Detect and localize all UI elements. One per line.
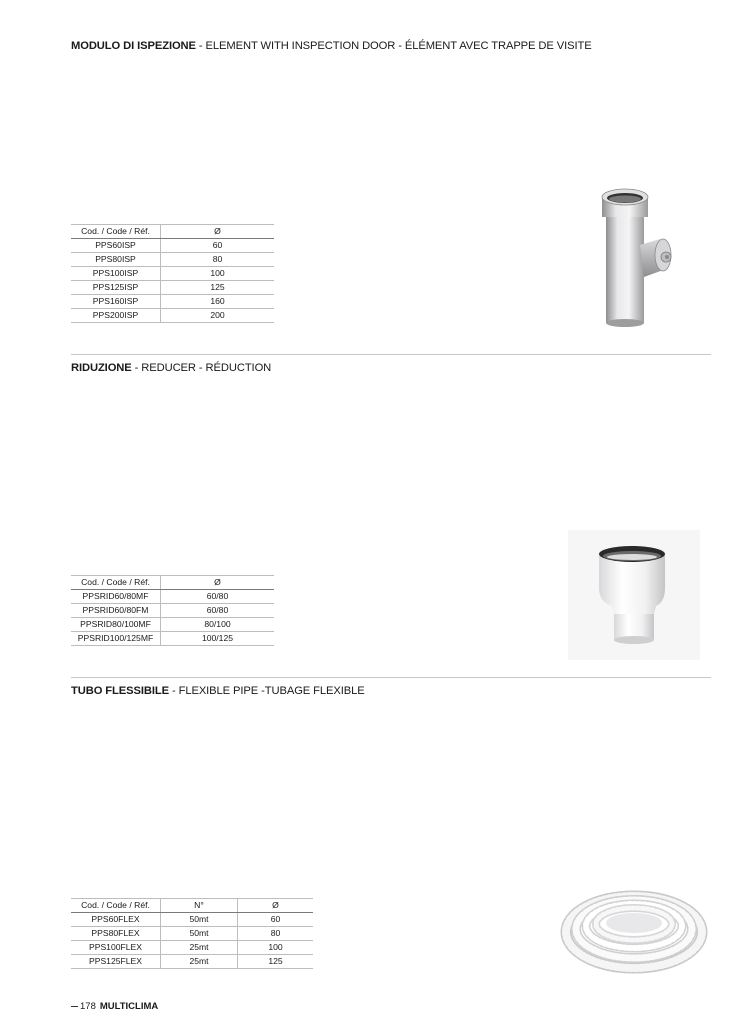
table-row	[71, 618, 274, 632]
table-row	[71, 955, 313, 969]
cell-code: PPS100FLEX	[71, 941, 161, 955]
column-header-length: N°	[161, 899, 238, 913]
section-title-bold: RIDUZIONE	[71, 362, 132, 374]
footer-brand: MULTICLIMA	[99, 1001, 159, 1012]
table-row	[71, 239, 274, 253]
section-title-rest: - REDUCER - RÉDUCTION	[131, 362, 272, 374]
cell-code: PPS60ISP	[71, 239, 161, 253]
column-header-diameter: Ø	[161, 576, 275, 590]
column-header-code: Cod. / Code / Réf.	[71, 899, 161, 913]
column-header-diameter: Ø	[238, 899, 314, 913]
column-header-code: Cod. / Code / Réf.	[71, 576, 161, 590]
cell-code: PPS125FLEX	[71, 955, 161, 969]
cell-diameter: 60	[238, 913, 314, 927]
column-header-code: Cod. / Code / Réf.	[71, 225, 161, 239]
section-title-rest: - ELEMENT WITH INSPECTION DOOR - ÉLÉMENT AVEC TRAPPE DE VISITE	[195, 40, 592, 52]
table-row	[71, 604, 274, 618]
section-divider	[71, 354, 711, 355]
cell-diameter: 100	[238, 941, 314, 955]
cell-code: PPSRID60/80MF	[71, 590, 161, 604]
table-row	[71, 253, 274, 267]
cell-code: PPS80ISP	[71, 253, 161, 267]
table-header-row	[71, 899, 313, 913]
cell-code: PPS60FLEX	[71, 913, 161, 927]
table-row	[71, 309, 274, 323]
cell-length: 50mt	[161, 927, 238, 941]
cell-diameter: 200	[161, 309, 275, 323]
table-row	[71, 927, 313, 941]
cell-code: PPSRID80/100MF	[71, 618, 161, 632]
section-divider	[71, 677, 711, 678]
cell-code: PPS125ISP	[71, 281, 161, 295]
table-row	[71, 281, 274, 295]
cell-diameter: 60	[161, 239, 275, 253]
cell-diameter: 60/80	[161, 604, 275, 618]
flexible-pipe-coil-image	[560, 882, 708, 976]
section-title-bold: MODULO DI ISPEZIONE	[71, 40, 196, 52]
table-row	[71, 295, 274, 309]
cell-length: 50mt	[161, 913, 238, 927]
cell-diameter: 80/100	[161, 618, 275, 632]
table-header-row	[71, 576, 274, 590]
page-number: 178	[80, 1001, 96, 1012]
cell-code: PPS200ISP	[71, 309, 161, 323]
cell-diameter: 160	[161, 295, 275, 309]
table-row	[71, 913, 313, 927]
cell-diameter: 80	[238, 927, 314, 941]
section-title-flexible-pipe	[71, 685, 365, 697]
cell-diameter: 100/125	[161, 632, 275, 646]
cell-diameter: 100	[161, 267, 275, 281]
spec-table-inspection	[71, 224, 274, 323]
page-footer	[71, 1001, 158, 1012]
cell-code: PPS100ISP	[71, 267, 161, 281]
cell-diameter: 125	[161, 281, 275, 295]
spec-table-reducer	[71, 575, 274, 646]
cell-code: PPSRID100/125MF	[71, 632, 161, 646]
table-row	[71, 941, 313, 955]
column-header-diameter: Ø	[161, 225, 275, 239]
table-row	[71, 267, 274, 281]
footer-dash	[71, 1006, 78, 1007]
cell-diameter: 60/80	[161, 590, 275, 604]
inspection-tee-image	[594, 183, 684, 328]
cell-length: 25mt	[161, 941, 238, 955]
section-title-bold: TUBO FLESSIBILE	[71, 685, 169, 697]
cell-diameter: 125	[238, 955, 314, 969]
section-title-reducer	[71, 362, 271, 374]
table-row	[71, 590, 274, 604]
section-title-rest: - FLEXIBLE PIPE -TUBAGE FLEXIBLE	[168, 685, 365, 697]
cell-code: PPS80FLEX	[71, 927, 161, 941]
section-title-inspection	[71, 40, 592, 52]
table-header-row	[71, 225, 274, 239]
cell-code: PPSRID60/80FM	[71, 604, 161, 618]
cell-diameter: 80	[161, 253, 275, 267]
table-row	[71, 632, 274, 646]
reducer-image	[568, 530, 700, 660]
spec-table-flexible-pipe	[71, 898, 313, 969]
cell-code: PPS160ISP	[71, 295, 161, 309]
cell-length: 25mt	[161, 955, 238, 969]
